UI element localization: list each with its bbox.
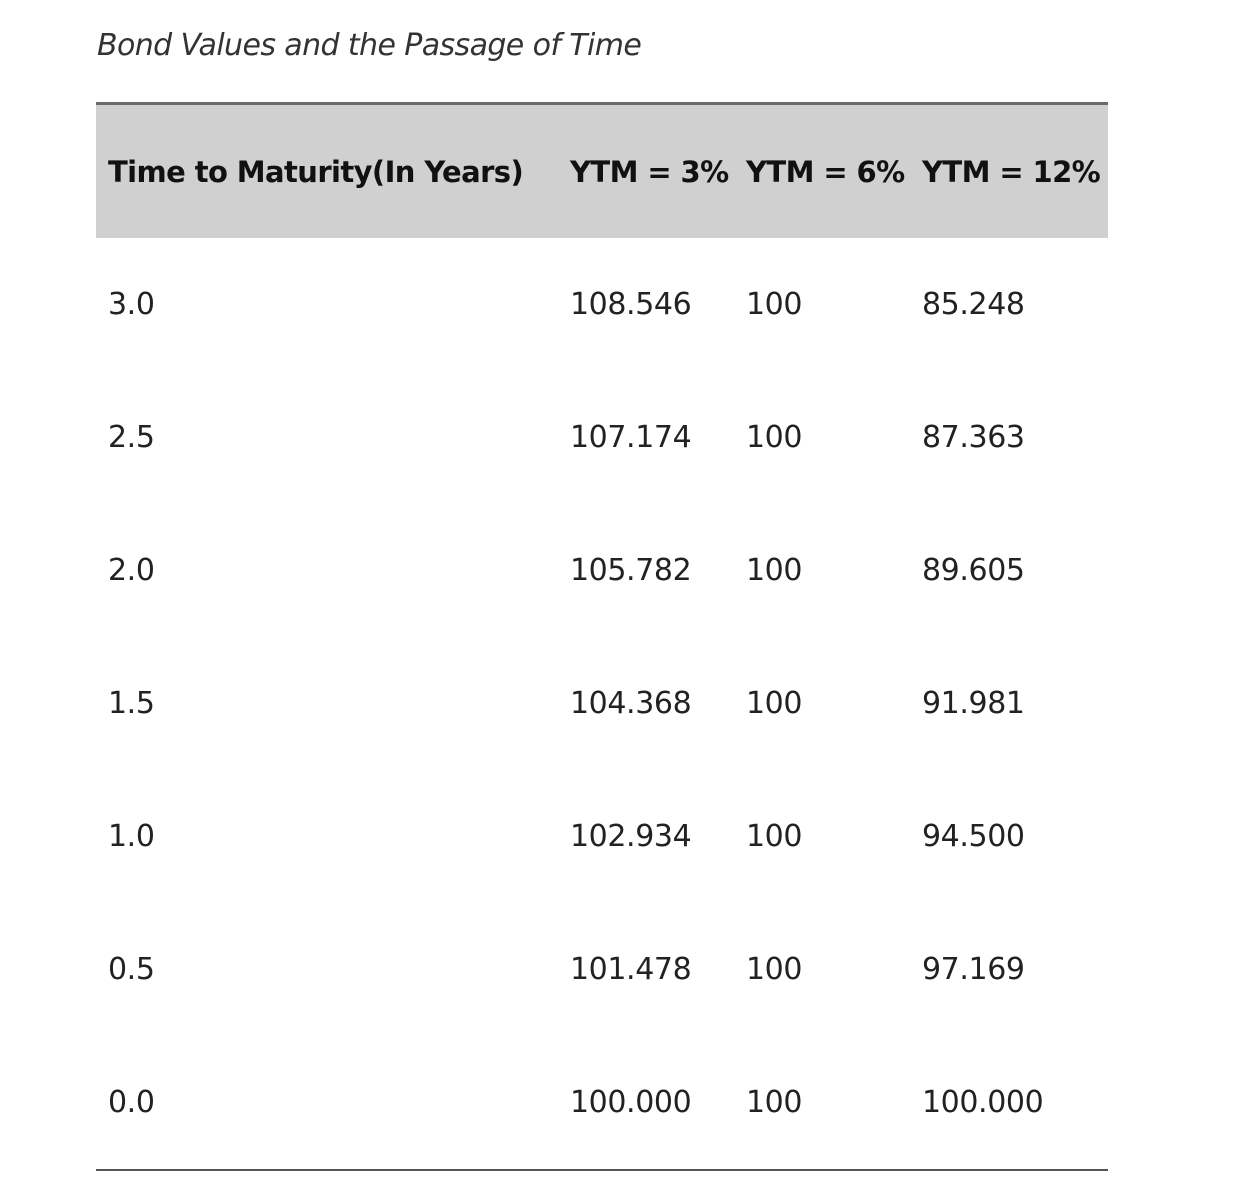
cell-ytm-6: 100 bbox=[746, 819, 803, 854]
cell-ytm-12: 87.363 bbox=[922, 420, 1025, 455]
cell-ytm-12: 91.981 bbox=[922, 686, 1025, 721]
cell-ytm-6: 100 bbox=[746, 420, 803, 455]
table-row bbox=[96, 637, 1108, 770]
cell-ytm-12: 97.169 bbox=[922, 952, 1025, 987]
table-row bbox=[96, 770, 1108, 903]
cell-time: 1.5 bbox=[108, 686, 155, 721]
table-row bbox=[96, 238, 1108, 371]
cell-time: 3.0 bbox=[108, 287, 155, 322]
table-row bbox=[96, 371, 1108, 504]
cell-ytm-12: 94.500 bbox=[922, 819, 1025, 854]
table-row bbox=[96, 1036, 1108, 1170]
cell-time: 0.5 bbox=[108, 952, 155, 987]
bond-values-table-container bbox=[96, 102, 1101, 1171]
cell-ytm-3: 107.174 bbox=[570, 420, 692, 455]
cell-ytm-3: 100.000 bbox=[570, 1036, 746, 1170]
cell-time: 1.0 bbox=[108, 819, 155, 854]
cell-ytm-3: 101.478 bbox=[570, 952, 692, 987]
cell-ytm-6: 100 bbox=[746, 686, 803, 721]
cell-time: 2.5 bbox=[108, 420, 155, 455]
cell-time: 0.0 bbox=[96, 1036, 570, 1170]
header-row bbox=[96, 104, 1108, 239]
cell-ytm-3: 105.782 bbox=[570, 553, 692, 588]
cell-time: 2.0 bbox=[108, 553, 155, 588]
header-ytm-3: YTM = 3% bbox=[570, 104, 746, 239]
cell-ytm-6: 100 bbox=[746, 1036, 922, 1170]
cell-ytm-12: 89.605 bbox=[922, 553, 1025, 588]
cell-ytm-6: 100 bbox=[746, 952, 803, 987]
header-ytm-6: YTM = 6% bbox=[746, 104, 922, 239]
cell-ytm-3: 104.368 bbox=[570, 686, 692, 721]
cell-ytm-12: 100.000 bbox=[922, 1036, 1108, 1170]
cell-ytm-6: 100 bbox=[746, 553, 803, 588]
table-body bbox=[96, 238, 1108, 1170]
table-header bbox=[96, 104, 1108, 239]
cell-ytm-12: 85.248 bbox=[922, 287, 1025, 322]
header-time-to-maturity: Time to Maturity(In Years) bbox=[96, 104, 570, 239]
cell-ytm-3: 102.934 bbox=[570, 819, 692, 854]
cell-ytm-3: 108.546 bbox=[570, 287, 692, 322]
table-row bbox=[96, 504, 1108, 637]
header-ytm-12: YTM = 12% bbox=[922, 104, 1108, 239]
cell-ytm-6: 100 bbox=[746, 287, 803, 322]
bond-values-table bbox=[96, 102, 1108, 1171]
table-row bbox=[96, 903, 1108, 1036]
table-caption: Bond Values and the Passage of Time bbox=[97, 28, 642, 63]
